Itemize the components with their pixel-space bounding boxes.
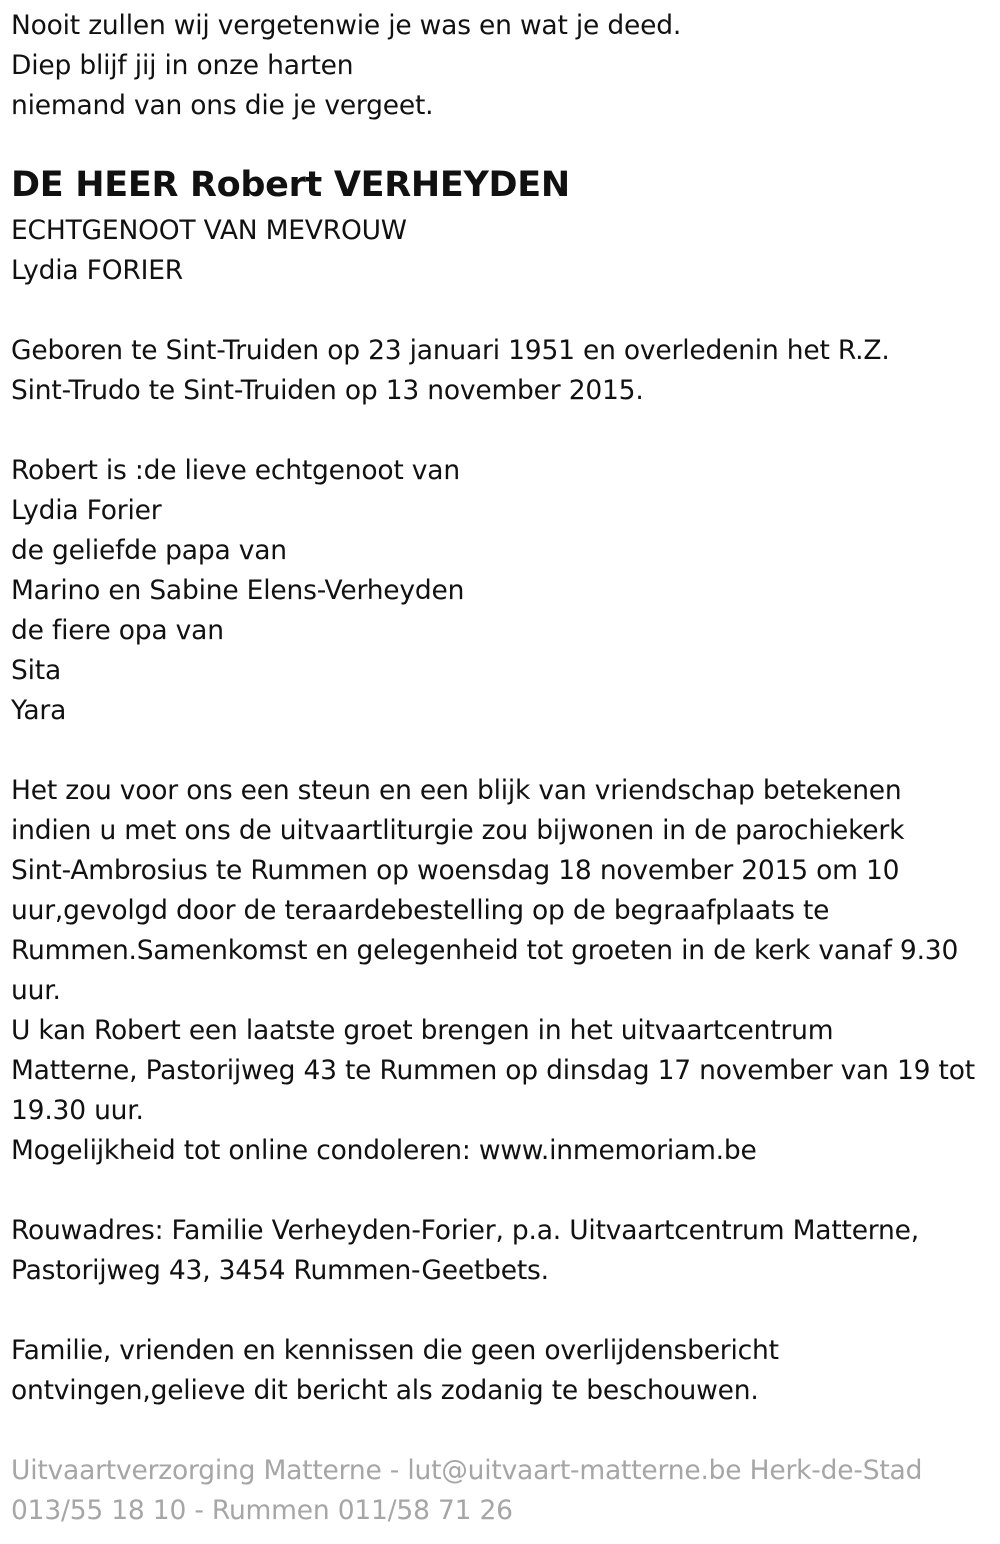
family-line: Marino en Sabine Elens-Verheyden — [11, 575, 465, 606]
birth-death-line: Sint-Trudo te Sint-Truiden op 13 november 2015. — [11, 375, 644, 406]
ceremony-line: uur. — [11, 975, 61, 1006]
family-section — [11, 451, 989, 731]
poem-line: niemand van ons die je vergeet. — [11, 90, 434, 121]
spacer — [11, 1171, 989, 1211]
notice-line: ontvingen,gelieve dit bericht als zodanig te beschouwen. — [11, 1375, 759, 1406]
deceased-name-title: DE HEER Robert VERHEYDEN — [11, 165, 570, 205]
family-line: de fiere opa van — [11, 615, 224, 646]
spacer — [11, 411, 989, 451]
condolence-link-line: Mogelijkheid tot online condoleren: www.inmemoriam.be — [11, 1135, 757, 1166]
ceremony-line: Rummen.Samenkomst en gelegenheid tot groeten in de kerk vanaf 9.30 — [11, 935, 959, 966]
spouse-name: Lydia FORIER — [11, 255, 183, 286]
notice-line: Familie, vrienden en kennissen die geen overlijdensbericht — [11, 1335, 779, 1366]
poem-line: Nooit zullen wij vergetenwie je was en wat je deed. — [11, 10, 682, 41]
birth-death-line: Geboren te Sint-Truiden op 23 januari 1951 en overledenin het R.Z. — [11, 335, 890, 366]
footer-line: 013/55 18 10 - Rummen 011/58 71 26 — [11, 1495, 513, 1526]
ceremony-line: Matterne, Pastorijweg 43 te Rummen op dinsdag 17 november van 19 tot — [11, 1055, 975, 1086]
address-line: Rouwadres: Familie Verheyden-Forier, p.a. Uitvaartcentrum Matterne, — [11, 1215, 919, 1246]
family-line: Lydia Forier — [11, 495, 162, 526]
address-line: Pastorijweg 43, 3454 Rummen-Geetbets. — [11, 1255, 549, 1286]
poem — [11, 6, 989, 126]
ceremony-line: 19.30 uur. — [11, 1095, 144, 1126]
ceremony-line: Sint-Ambrosius te Rummen op woensdag 18 november 2015 om 10 — [11, 855, 900, 886]
spacer — [11, 1291, 989, 1331]
poem-line: Diep blijf jij in onze harten — [11, 50, 354, 81]
ceremony-line: indien u met ons de uitvaartliturgie zou bijwonen in de parochiekerk — [11, 815, 905, 846]
ceremony-line: uur,gevolgd door de teraardebestelling op de begraafplaats te — [11, 895, 830, 926]
spouse-heading: ECHTGENOOT VAN MEVROUW — [11, 215, 407, 246]
ceremony-section — [11, 771, 989, 1171]
ceremony-line: U kan Robert een laatste groet brengen in het uitvaartcentrum — [11, 1015, 834, 1046]
family-line: Yara — [11, 695, 67, 726]
family-line: de geliefde papa van — [11, 535, 287, 566]
family-line: Robert is :de lieve echtgenoot van — [11, 455, 460, 486]
spouse-section — [11, 211, 989, 291]
address-section — [11, 1211, 989, 1291]
ceremony-line: Het zou voor ons een steun en een blijk van vriendschap betekenen — [11, 775, 902, 806]
notice-section — [11, 1331, 989, 1411]
funeral-director-footer — [11, 1451, 989, 1531]
spacer — [11, 1411, 989, 1451]
footer-line: Uitvaartverzorging Matterne - lut@uitvaart-matterne.be Herk-de-Stad — [11, 1455, 923, 1486]
spacer — [11, 731, 989, 771]
family-line: Sita — [11, 655, 62, 686]
spacer — [11, 291, 989, 331]
birth-death-section — [11, 331, 989, 411]
